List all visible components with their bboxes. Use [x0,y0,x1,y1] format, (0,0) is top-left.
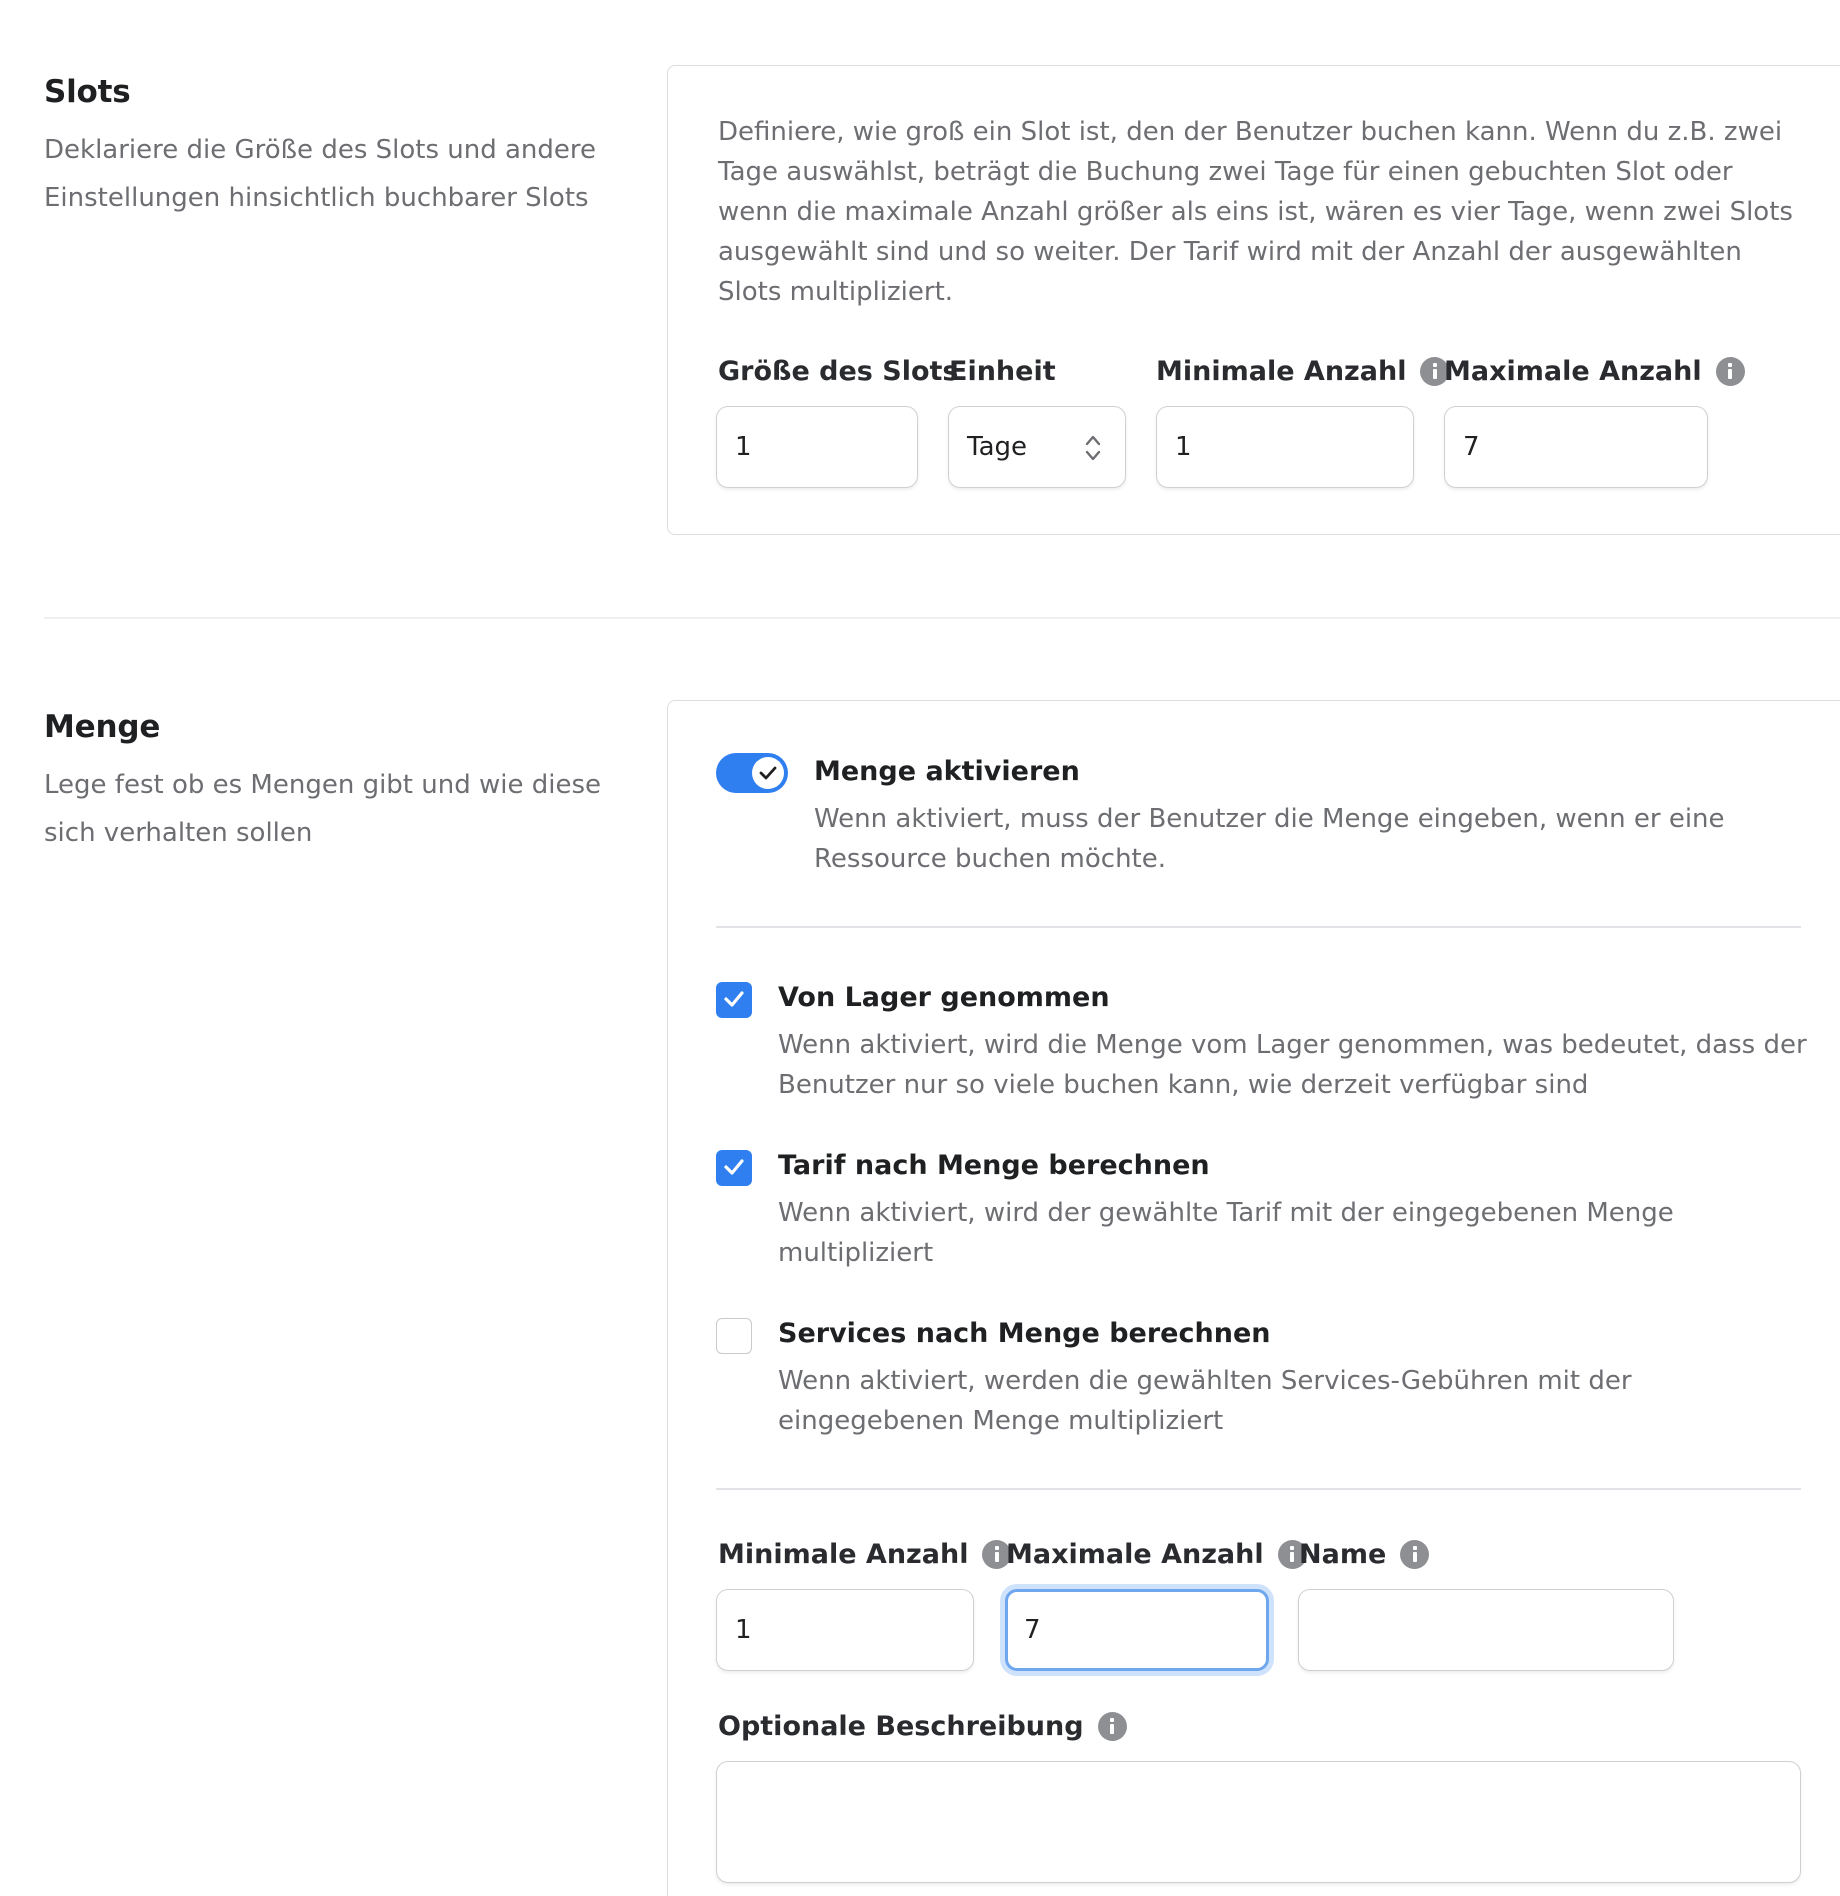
slots-card [667,65,1840,535]
take-from-stock-description: Wenn aktiviert, wird die Menge vom Lager genommen, was bedeutet, dass der Benutzer nur so viele buchen kann, wie derzeit verfügbar sind [778,1030,1807,1100]
services-by-quantity-label: Services nach Menge berechnen [778,1318,1271,1349]
slots-intro-text: Definiere, wie groß ein Slot ist, den der Benutzer buchen kann. Wenn du z.B. zwei Tage auswählst, beträgt die Buchung zwei Tage für einen gebuchten Slot oder wenn die maximale Anzahl größer als eins ist, wären es vier Tage, wenn zwei Slots ausgewählt sind und so weiter. Der Tarif wird mit der Anzahl der ausgewählten Slots multipliziert. [718,117,1793,307]
slot-size-input[interactable]: 1 [716,406,918,488]
slot-size-label: Größe des Slots [718,356,959,387]
quantity-min-input[interactable]: 1 [716,1589,974,1671]
unit-select[interactable]: Tage [948,406,1126,488]
quantity-max-input[interactable]: 7 [1005,1589,1269,1671]
services-by-quantity-checkbox[interactable] [716,1318,752,1354]
info-icon[interactable] [1400,1540,1429,1569]
slots-section-header [44,74,604,222]
info-icon[interactable] [1098,1712,1127,1741]
name-label: Name [1299,1539,1429,1570]
section-divider [44,617,1840,619]
slots-max-label: Maximale Anzahl [1444,356,1745,387]
optional-description-label: Optionale Beschreibung [718,1711,1127,1742]
quantity-enable-toggle[interactable] [716,753,788,793]
slots-title: Slots [44,74,131,110]
rate-by-quantity-description: Wenn aktiviert, wird der gewählte Tarif mit der eingegebenen Menge multipliziert [778,1198,1674,1268]
slots-min-label: Minimale Anzahl [1156,356,1449,387]
rate-by-quantity-label: Tarif nach Menge berechnen [778,1150,1210,1181]
quantity-description: Lege fest ob es Mengen gibt und wie diese sich verhalten sollen [44,770,602,848]
quantity-card [667,700,1840,1896]
quantity-max-label: Maximale Anzahl [1006,1539,1307,1570]
chevron-up-down-icon [1083,431,1103,465]
slots-max-input[interactable]: 7 [1444,406,1708,488]
slots-description: Deklariere die Größe des Slots und andere Einstellungen hinsichtlich buchbarer Slots [44,135,597,213]
check-icon [723,1158,745,1176]
take-from-stock-label: Von Lager genommen [778,982,1110,1013]
quantity-section-header [44,709,604,857]
rate-by-quantity-checkbox[interactable] [716,1150,752,1186]
optional-description-textarea[interactable] [716,1761,1801,1883]
divider [716,926,1801,928]
quantity-title: Menge [44,709,161,745]
quantity-min-label: Minimale Anzahl [718,1539,1011,1570]
divider [716,1488,1801,1490]
unit-label: Einheit [949,356,1056,387]
check-icon [759,766,777,780]
slots-min-input[interactable]: 1 [1156,406,1414,488]
services-by-quantity-description: Wenn aktiviert, werden die gewählten Services-Gebühren mit der eingegebenen Menge multipliziert [778,1366,1632,1436]
info-icon[interactable] [1716,357,1745,386]
name-input[interactable] [1298,1589,1674,1671]
take-from-stock-checkbox[interactable] [716,982,752,1018]
quantity-enable-label: Menge aktivieren [814,756,1080,787]
check-icon [723,990,745,1008]
quantity-enable-description: Wenn aktiviert, muss der Benutzer die Menge eingeben, wenn er eine Ressource buchen möchte. [814,804,1725,874]
